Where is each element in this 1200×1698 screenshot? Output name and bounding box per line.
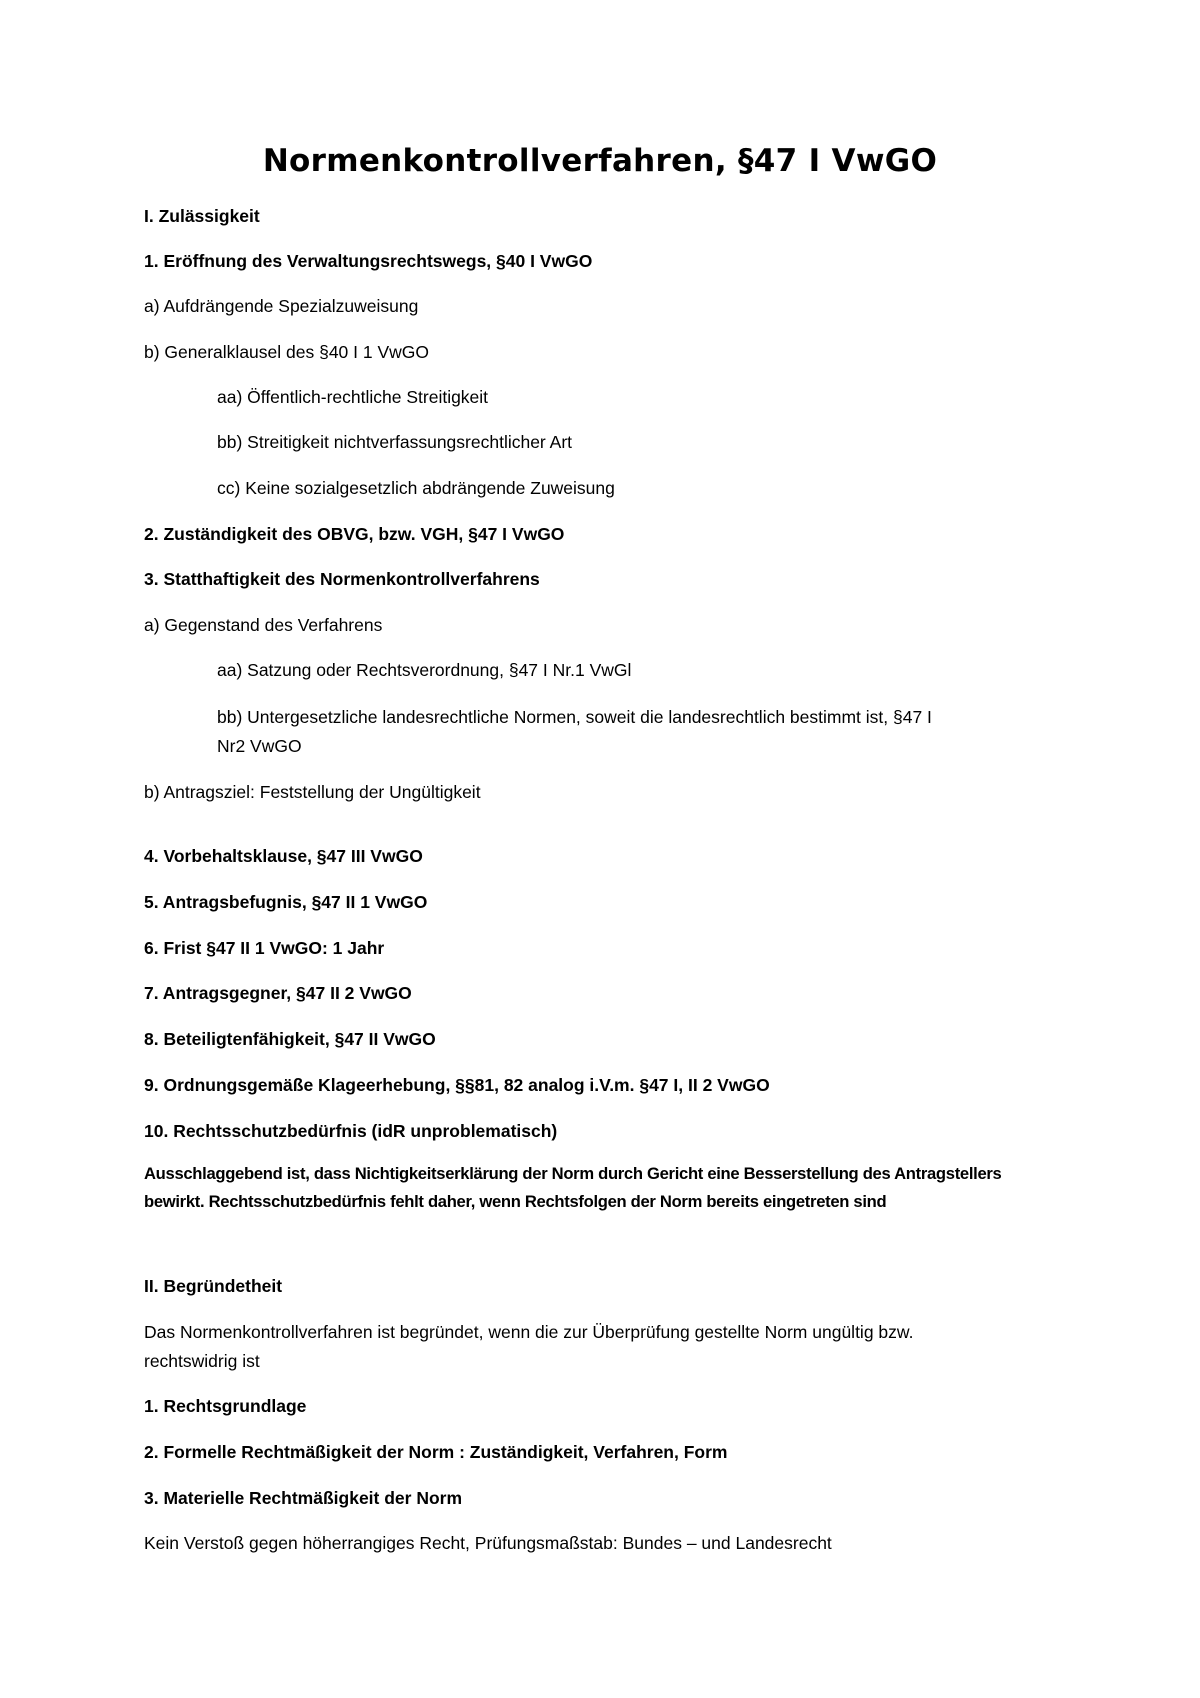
item-formelle-rechtmaessigkeit: 2. Formelle Rechtmäßigkeit der Norm : Zuständigkeit, Verfahren, Form bbox=[144, 1442, 728, 1462]
subitem-spezialzuweisung: a) Aufdrängende Spezialzuweisung bbox=[144, 296, 419, 316]
subsubitem-oeffentlich-rechtlich: aa) Öffentlich-rechtliche Streitigkeit bbox=[217, 387, 489, 407]
item-rechtsgrundlage: 1. Rechtsgrundlage bbox=[144, 1396, 307, 1416]
item-antragsgegner: 7. Antragsgegner, §47 II 2 VwGO bbox=[144, 983, 412, 1003]
paragraph-ausschlaggebend: Ausschlaggebend ist, dass Nichtigkeitserklärung der Norm durch Gericht eine Besserstellung des Antragstellers bbox=[144, 1164, 1002, 1183]
heading-begruendetheit: II. Begründetheit bbox=[144, 1276, 283, 1296]
item-antragsbefugnis: 5. Antragsbefugnis, §47 II 1 VwGO bbox=[144, 892, 428, 912]
paragraph-begruendet-cont: rechtswidrig ist bbox=[144, 1351, 260, 1371]
item-vorbehaltsklausel: 4. Vorbehaltsklause, §47 III VwGO bbox=[144, 846, 423, 866]
paragraph-ausschlaggebend-cont: bewirkt. Rechtsschutzbedürfnis fehlt daher, wenn Rechtsfolgen der Norm bereits eingetreten sind bbox=[144, 1192, 887, 1211]
subsubitem-untergesetzlich-cont: Nr2 VwGO bbox=[217, 736, 302, 756]
subitem-antragsziel: b) Antragsziel: Feststellung der Ungültigkeit bbox=[144, 782, 481, 802]
subitem-gegenstand: a) Gegenstand des Verfahrens bbox=[144, 615, 383, 635]
item-statthaftigkeit: 3. Statthaftigkeit des Normenkontrollverfahrens bbox=[144, 569, 540, 589]
paragraph-kein-verstoss: Kein Verstoß gegen höherrangiges Recht, Prüfungsmaßstab: Bundes – und Landesrecht bbox=[144, 1533, 832, 1553]
item-frist: 6. Frist §47 II 1 VwGO: 1 Jahr bbox=[144, 938, 385, 958]
item-rechtsschutzbeduerfnis: 10. Rechtsschutzbedürfnis (idR unproblematisch) bbox=[144, 1121, 558, 1141]
item-klageerhebung: 9. Ordnungsgemäße Klageerhebung, §§81, 82 analog i.V.m. §47 I, II 2 VwGO bbox=[144, 1075, 770, 1095]
subsubitem-nichtverfassungsrechtlich: bb) Streitigkeit nichtverfassungsrechtlicher Art bbox=[217, 432, 573, 452]
paragraph-begruendet: Das Normenkontrollverfahren ist begründet, wenn die zur Überprüfung gestellte Norm ungültig bzw. bbox=[144, 1322, 914, 1342]
subsubitem-keine-zuweisung: cc) Keine sozialgesetzlich abdrängende Zuweisung bbox=[217, 478, 615, 498]
item-rechtsweg: 1. Eröffnung des Verwaltungsrechtswegs, §40 I VwGO bbox=[144, 251, 593, 271]
subitem-generalklausel: b) Generalklausel des §40 I 1 VwGO bbox=[144, 342, 430, 362]
item-beteiligtenfaehigkeit: 8. Beteiligtenfähigkeit, §47 II VwGO bbox=[144, 1029, 436, 1049]
heading-zulaessigkeit: I. Zulässigkeit bbox=[144, 206, 260, 226]
document-title: Normenkontrollverfahren, §47 I VwGO bbox=[262, 143, 938, 179]
item-zustaendigkeit: 2. Zuständigkeit des OBVG, bzw. VGH, §47 I VwGO bbox=[144, 524, 565, 544]
subsubitem-untergesetzlich: bb) Untergesetzliche landesrechtliche Normen, soweit die landesrechtlich bestimmt ist, §47 I bbox=[217, 707, 932, 727]
item-materielle-rechtmaessigkeit: 3. Materielle Rechtmäßigkeit der Norm bbox=[144, 1488, 463, 1508]
subsubitem-satzung: aa) Satzung oder Rechtsverordnung, §47 I Nr.1 VwGl bbox=[217, 660, 632, 680]
